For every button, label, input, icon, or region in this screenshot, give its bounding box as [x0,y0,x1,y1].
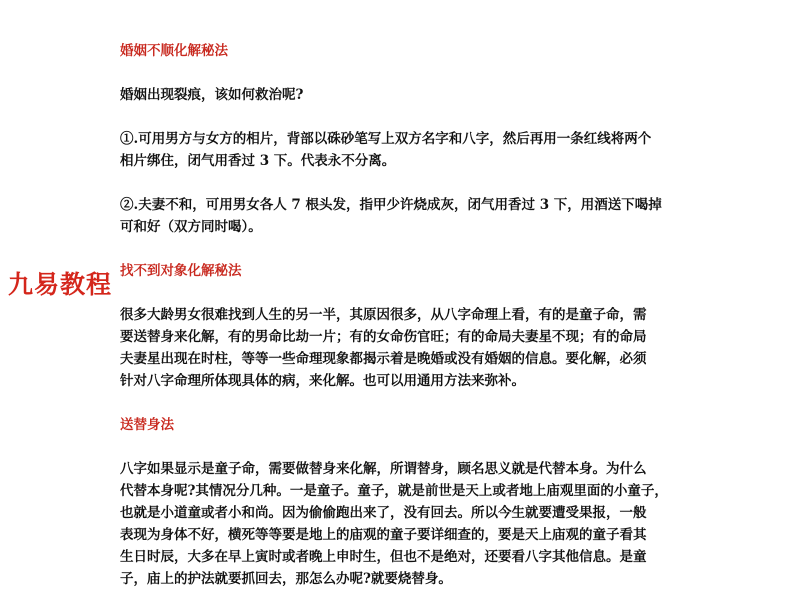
paragraph-substitute-explanation: 八字如果显示是童子命，需要做替身来化解，所谓替身，顾名思义就是代替本身。为什么 代替本身呢?其情况分几种。一是童子。童子，就是前世是天上或者地上庙观里面的小童子， 也就是小道童或者小和尚。因为偷偷跑出来了，没有回去。所以今生就要遭受果报，一般 表现为身体不好，横死等等要是地上的庙观的童子要详细查的，要是天上庙观的童子看其 生日时辰，大多在早上寅时或者晚上申时生，但也不是绝对，还要看八字其他信息。是童 子，庙上的护法就要抓回去，那怎么办呢?就要烧替身。 [120,461,668,587]
paragraph-marriage-question: 婚姻出现裂痕，该如何救治呢? [120,87,304,103]
paragraph-marriage-method-1: ①.可用男方与女方的相片，背部以硃砂笔写上双方名字和八字，然后再用一条红线将两个 相片绑住，闭气用香过 3 下。代表永不分离。 [120,131,652,169]
section-heading-substitute-method: 送替身法 [120,417,174,433]
watermark-logo: 九易教程 [8,270,113,299]
document-content [120,40,682,612]
section-heading-partner-remedy: 找不到对象化解秘法 [120,263,242,279]
paragraph-marriage-method-2: ②.夫妻不和，可用男女各人 7 根头发，指甲少许烧成灰，闭气用香过 3 下，用酒送下喝掉 可和好（双方同时喝）。 [120,197,662,235]
paragraph-partner-explanation: 很多大龄男女很难找到人生的另一半，其原因很多，从八字命理上看，有的是童子命，需 要送替身来化解，有的男命比劫一片；有的女命伤官旺；有的命局夫妻星不现；有的命局 夫妻星出现在时柱，等等一些命理现象都揭示着是晚婚或没有婚姻的信息。要化解，必须 针对八字命理所体现具体的病，来化解。也可以用通用方法来弥补。 [120,307,647,389]
section-heading-marriage-remedy: 婚姻不顺化解秘法 [120,43,228,59]
